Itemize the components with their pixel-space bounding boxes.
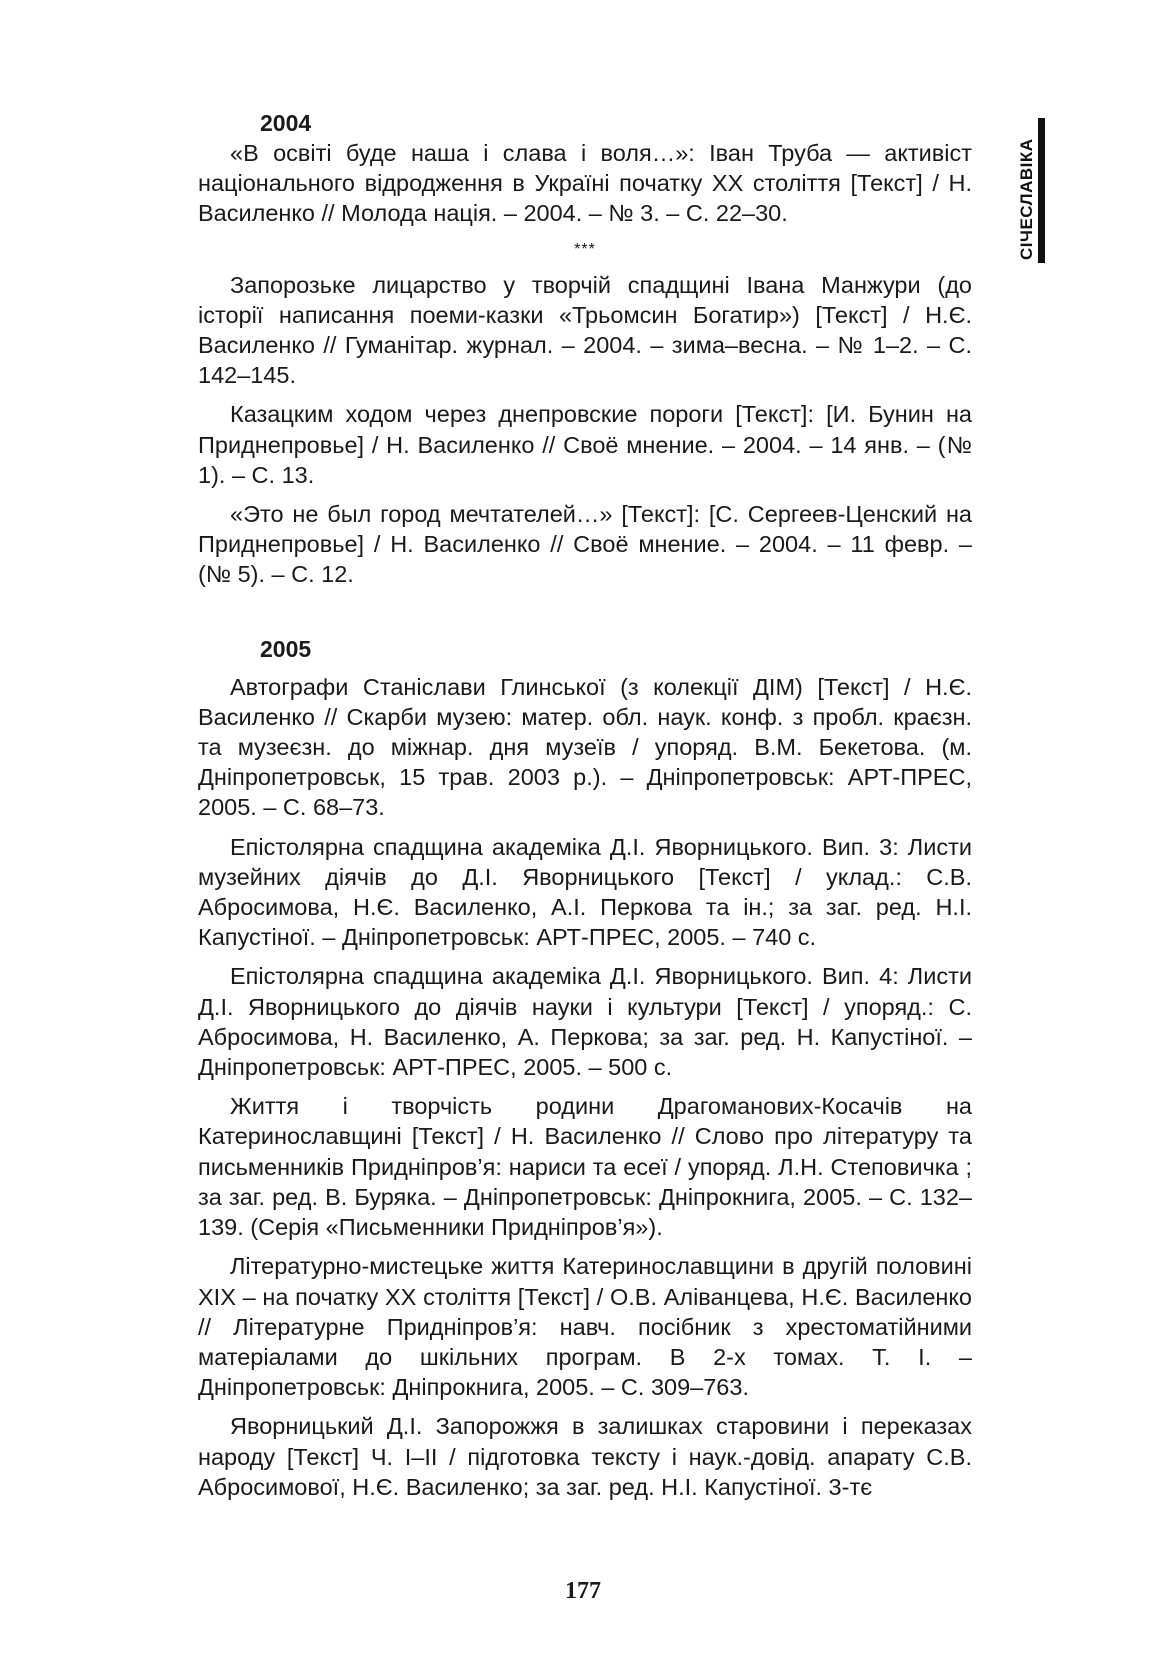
bib-entry: Запорозьке лицарство у творчій спадщині Івана Манжури (до історії написання поеми-казки «Трьомсин Богатир») [Текст] / Н.Є. Василенко // Гуманітар. журнал. – 2004. – зима–весна. – № 1–2. – С. 142–145. xyxy=(198,271,972,389)
year-heading-2005: 2005 xyxy=(260,635,312,662)
bibliography-content xyxy=(198,108,972,1511)
side-logo-text: СІЧЕСЛАВІКА xyxy=(1017,138,1036,260)
bib-entry: «В освіті буде наша і слава і воля…»: Іван Труба — активіст національного відродження в Україні початку ХХ століття [Текст] / Н. Василенко // Молода нація. – 2004. – № 3. – С. 22–30. xyxy=(198,140,972,227)
bib-entry: Яворницький Д.І. Запорожжя в залишках старовини і переказах народу [Текст] Ч. І–ІІ / підготовка тексту і наук.-довід. апарату С.В. Абросимової, Н.Є. Василенко; за заг. ред. Н.І. Капустіної. 3-тє xyxy=(198,1413,972,1500)
bib-entry: Літературно-мистецьке життя Катеринославщини в другій половині XIX – на початку XX століття [Текст] / О.В. Аліванцева, Н.Є. Василенко // Літературне Придніпров’я: навч. посібник з хрестоматійними матеріалами до шкільних програм. В 2-х томах. Т. І. – Дніпропетровськ: Дніпрокнига, 2005. – С. 309–763. xyxy=(198,1253,972,1401)
page-number: 177 xyxy=(565,1578,601,1604)
bib-entry: Епістолярна спадщина академіка Д.І. Яворницького. Вип. 3: Листи музейних діячів до Д.І. Яворницького [Текст] / уклад.: С.В. Абросимова, Н.Є. Василенко, А.І. Перкова та ін.; за заг. ред. Н.І. Капустіної. – Дніпропетровськ: АРТ-ПРЕС, 2005. – 740 с. xyxy=(198,833,972,951)
bib-entry: «Это не был город мечтателей…» [Текст]: [С. Сергеев-Ценский на Приднепровье] / Н. Василенко // Своё мнение. – 2004. – 11 февр. – (№ 5). – С. 12. xyxy=(198,501,972,588)
year-heading-2004: 2004 xyxy=(260,110,312,136)
bib-entry: Епістолярна спадщина академіка Д.І. Яворницького. Вип. 4: Листи Д.І. Яворницького до діячів науки і культури [Текст] / упоряд.: С. Абросимова, Н. Василенко, А. Перкова; за заг. ред. Н. Капустіної. – Дніпропетровськ: АРТ-ПРЕС, 2005. – 500 с. xyxy=(198,963,972,1081)
bib-entry: Казацким ходом через днепровские пороги [Текст]: [И. Бунин на Приднепровье] / Н. Василенко // Своё мнение. – 2004. – 14 янв. – (№ 1). – С. 13. xyxy=(198,401,972,488)
side-logo-bar xyxy=(1038,118,1045,263)
bib-entry: Автографи Станіслави Глинської (з колекції ДІМ) [Текст] / Н.Є. Василенко // Скарби музею: матер. обл. наук. конф. з пробл. краєзн. та музеєзн. до міжнар. дня музеїв / упоряд. В.М. Бекетова. (м. Дніпропетровськ, 15 трав. 2003 р.). – Дніпропетровськ: АРТ-ПРЕС, 2005. – С. 68–73. xyxy=(198,673,972,821)
section-separator: *** xyxy=(574,240,596,258)
bib-entry: Життя і творчість родини Драгоманових-Косачів на Катеринославщині [Текст] / Н. Василенко // Слово про літературу та письменників Придніпров’я: нариси та есеї / упоряд. Л.Н. Степовичка ; за заг. ред. В. Буряка. – Дніпропетровськ: Дніпрокнига, 2005. – С. 132–139. (Серія «Письменники Придніпров’я»). xyxy=(198,1093,972,1241)
